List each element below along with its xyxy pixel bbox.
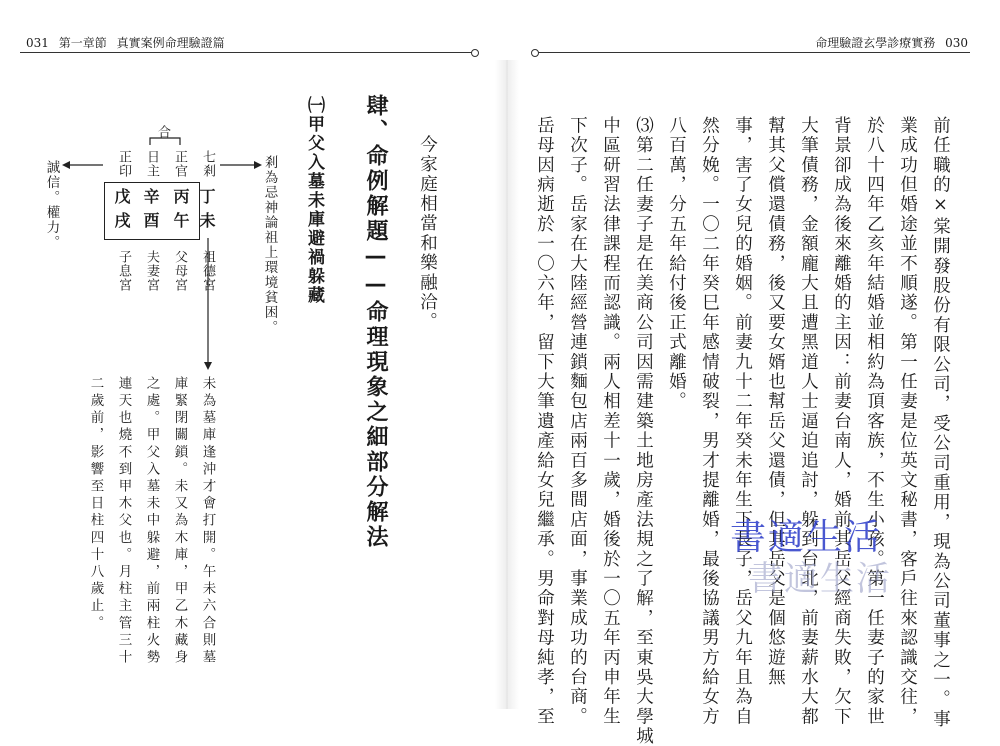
body-column: 事，害了女兒的婚姻。前妻九十二年癸未年生下長子，岳父九年且為自 xyxy=(732,116,753,727)
palace-label: 子息宮 xyxy=(116,250,131,292)
subheading: ㈠甲父入墓未庫避禍躲藏 xyxy=(304,96,324,305)
body-column: 然分娩。一〇二年癸巳年感情破裂，男才提離婚，最後協議男方給女方 xyxy=(699,116,720,727)
palace-label: 祖德宮 xyxy=(200,250,215,292)
chart-top-note: 剎為忌神論祖上環境貧困。 xyxy=(261,155,278,335)
pillar-branch: 戌 xyxy=(112,212,131,232)
explanation-column: 未為墓庫逢沖才會打開。午未六合則墓 xyxy=(199,376,216,667)
body-column: 於八十四年乙亥年結婚並相約為頂客族，不生小孩。第一任妻子的家世 xyxy=(864,116,885,727)
body-column: 八百萬，分五年給付後正式離婚。 xyxy=(666,116,687,412)
left-page-number: 031 xyxy=(26,36,49,50)
palace-label: 父母宮 xyxy=(172,250,187,292)
watermark-main-text: 書適生活 xyxy=(730,517,883,558)
right-page-number: 030 xyxy=(945,36,968,50)
body-column: 背景卻成為後來離婚的主因：前妻台南人，婚前其岳父經商失敗，欠下 xyxy=(831,116,852,727)
pillar-stem: 丁 xyxy=(197,188,216,208)
pillar-stem: 戊 xyxy=(112,188,131,208)
left-chapter-title: 真實案例命理驗證篇 xyxy=(116,36,225,50)
right-header-rule xyxy=(535,52,970,53)
body-column: ⑶第二任妻子是在美商公司因需建築土地房產法規之了解，至東吳大學城 xyxy=(633,116,654,746)
watermark-shadow-text: 書適生活 xyxy=(748,559,892,599)
he-label: 合 xyxy=(155,125,170,139)
palace-label: 夫妻宮 xyxy=(144,250,159,292)
explanation-column: 連天也燒不到甲木父也。月柱主管三十 xyxy=(115,376,132,667)
pillar-branch: 未 xyxy=(197,212,216,232)
god-label: 七剎 xyxy=(200,150,215,178)
god-label: 正印 xyxy=(116,150,131,178)
right-book-title: 命理驗證玄學診療實務 xyxy=(815,36,936,50)
body-column: 幫其父償還債務，後又要女婿也幫岳父還債，但其岳父是個悠遊無 xyxy=(765,116,786,688)
pillar-stem: 丙 xyxy=(171,188,190,208)
pillar-branch: 酉 xyxy=(141,212,160,232)
body-column: 下次子。岳家在大陸經營連鎖麵包店兩百多間店面，事業成功的台商。 xyxy=(567,116,588,727)
explanation-column: 二歲前，影響至日柱四十八歲止。 xyxy=(87,376,104,633)
god-label: 日主 xyxy=(144,150,159,178)
right-page-header xyxy=(815,34,974,51)
section-heading: 肆、命例解題——命理現象之細部分解法 xyxy=(363,94,388,550)
body-column: 業成功但婚途並不順遂。第一任妻是位英文秘書，客戶往來認識交往， xyxy=(897,116,918,727)
chart-connector-lines xyxy=(0,0,500,709)
pillar-stem: 辛 xyxy=(141,188,160,208)
left-chapter-label: 第一章節 xyxy=(58,36,107,50)
pillar-branch: 午 xyxy=(171,212,190,232)
god-label: 正官 xyxy=(172,150,187,178)
body-column: 岳母因病逝於一〇六年，留下大筆遺產給女兒繼承。男命對母純孝，至 xyxy=(534,116,555,727)
explanation-column: 之處。甲父入墓未中躲避，前兩柱火勢 xyxy=(143,376,160,667)
intro-line: 今家庭相當和樂融洽。 xyxy=(417,135,438,332)
body-column: 中區研習法律課程而認識。兩人相差十一歲，婚後於一〇五年丙申年生 xyxy=(600,116,621,727)
chart-left-note: 誠信。權力。 xyxy=(43,160,60,250)
explanation-column: 庫緊閉關鎖。未又為木庫，甲乙木藏身 xyxy=(171,376,188,667)
watermark xyxy=(730,517,892,640)
body-column: 大筆債務，金額龐大且遭黑道人士逼迫追討，躲到台北，前妻薪水大都 xyxy=(798,116,819,727)
body-column: 前任職的×棠開發股份有限公司，受公司重用，現為公司董事之一。事 xyxy=(930,116,951,730)
